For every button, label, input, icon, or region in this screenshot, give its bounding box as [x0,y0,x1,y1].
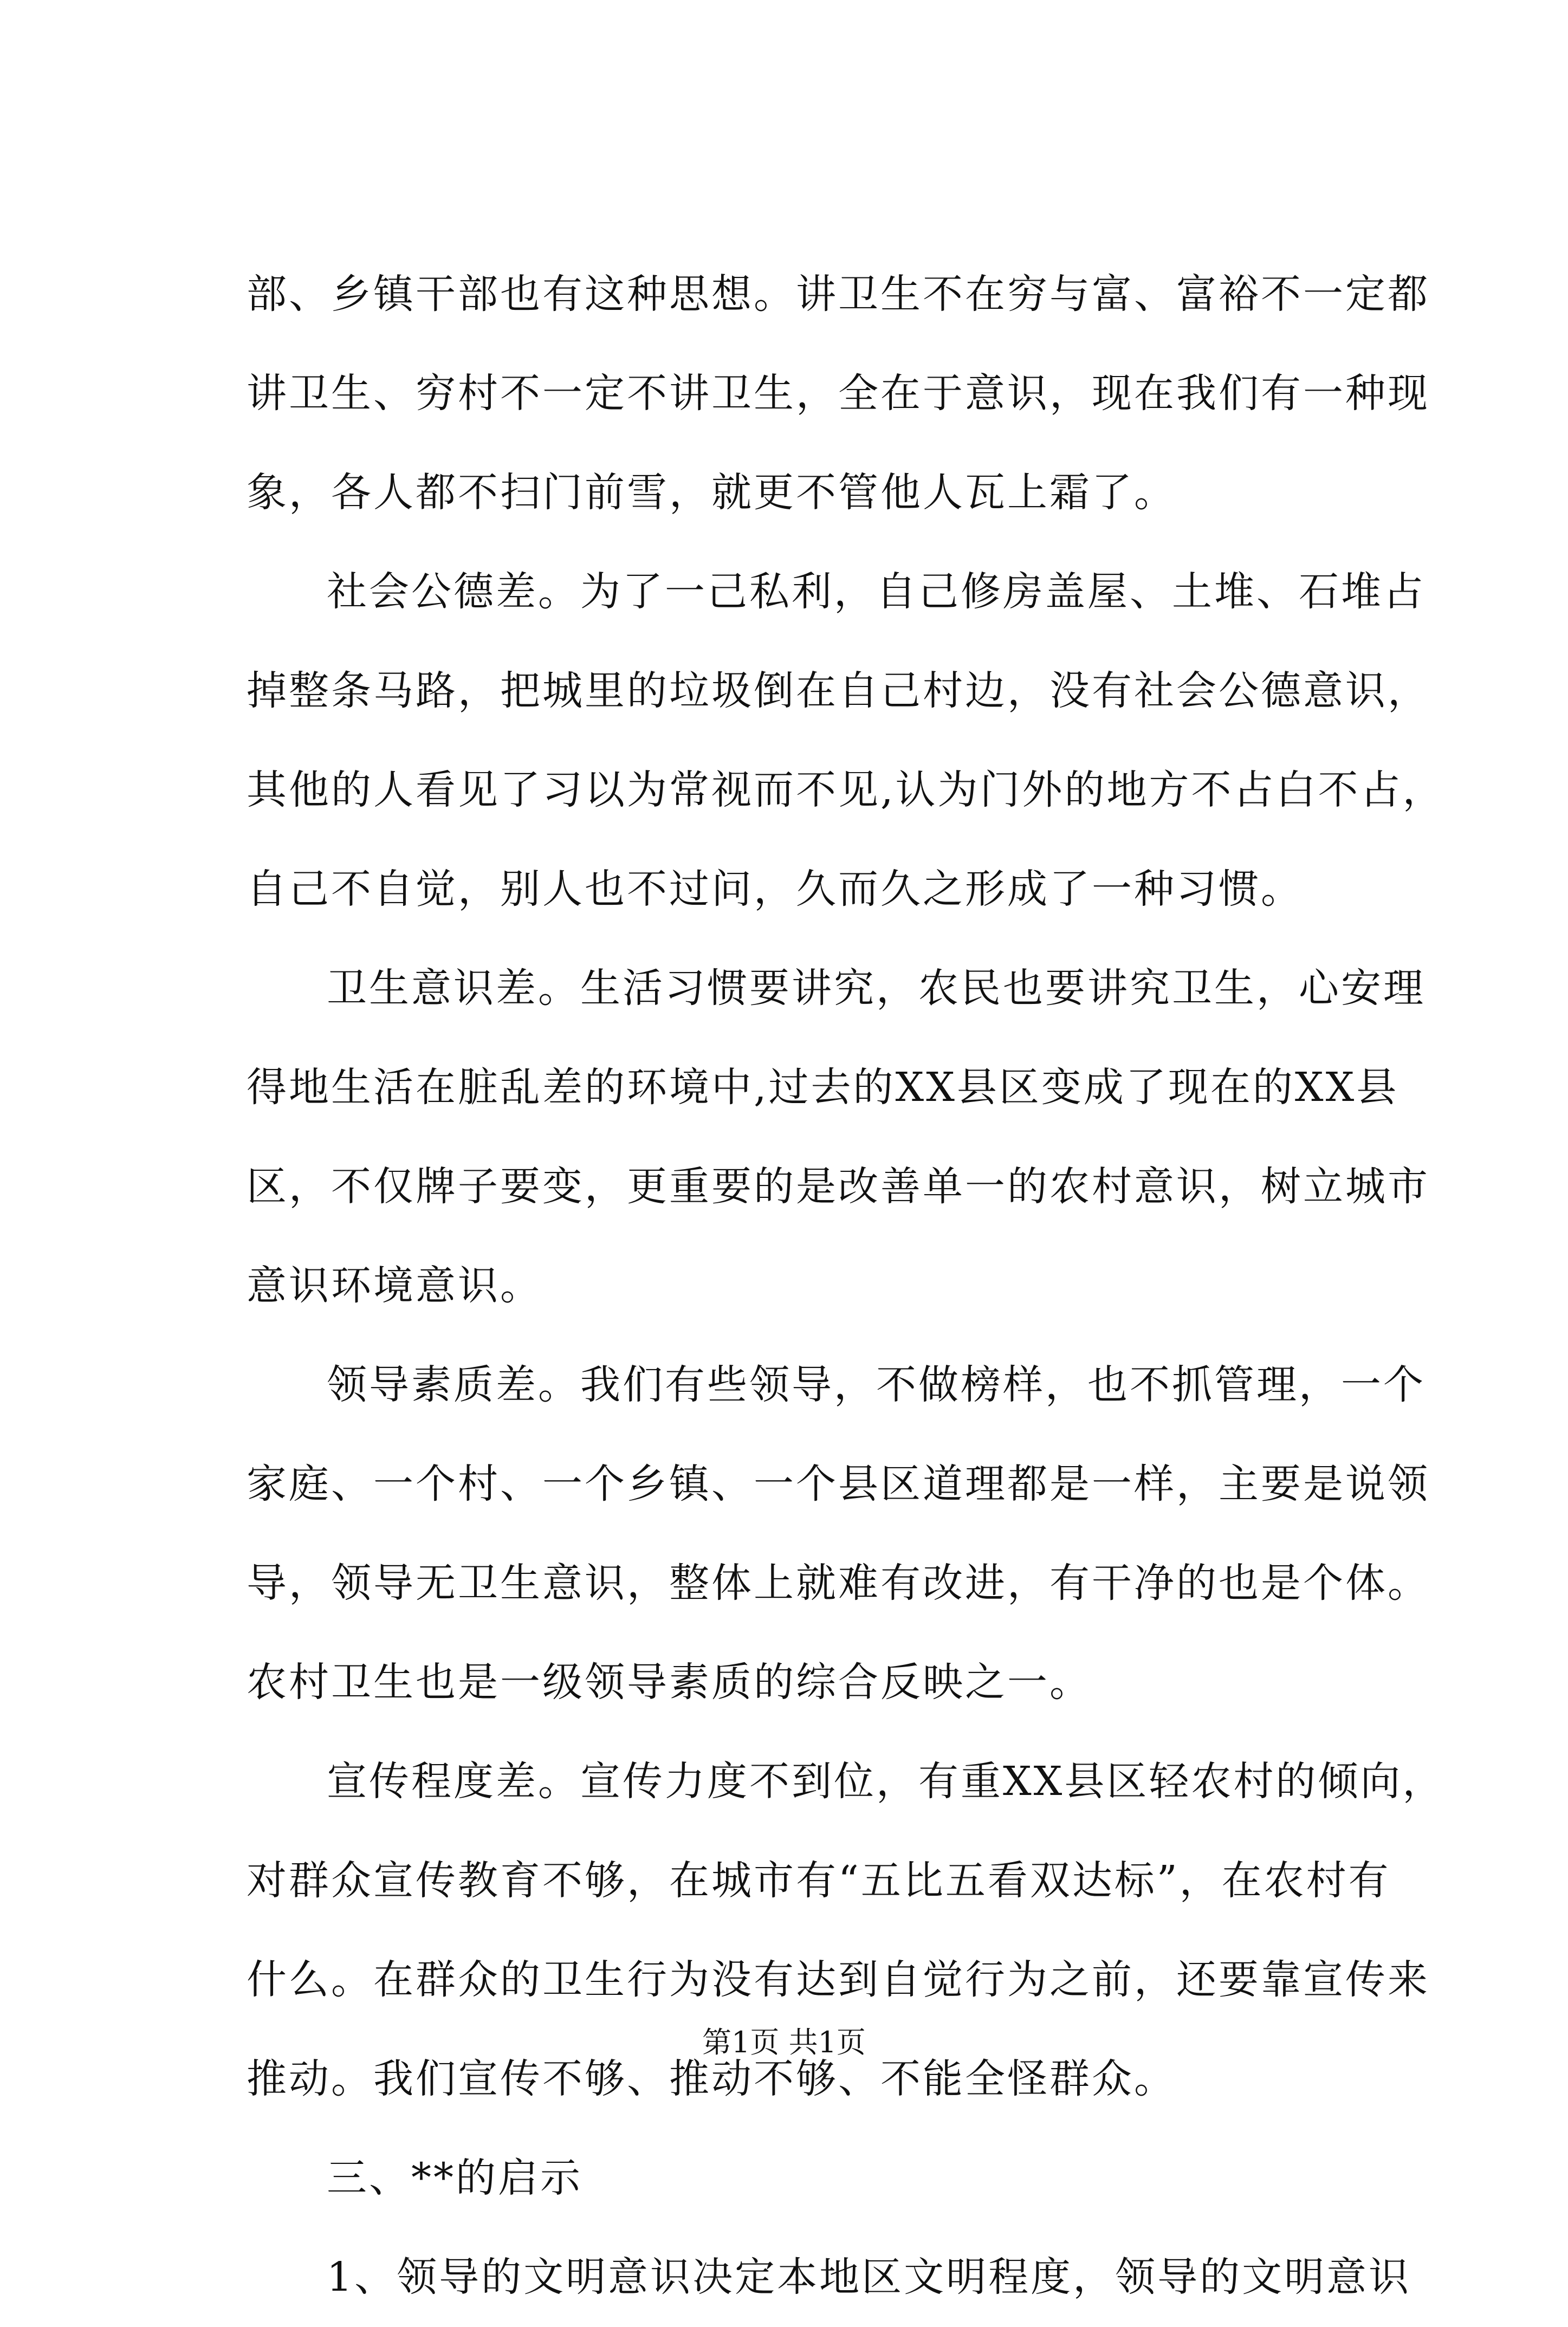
text-line: 农村卫生也是一级领导素质的综合反映之一。 [247,1659,1092,1706]
paragraph-start-line: 领导素质差。我们有些领导，不做榜样，也不抓管理，一个 [327,1362,1426,1408]
document-body [247,245,1445,2327]
text-line: 推动。我们宣传不够、推动不够、不能全怪群众。 [247,2056,1176,2102]
paragraph-start-line: 1、领导的文明意识决定本地区文明程度，领导的文明意识 [327,2254,1411,2300]
section-heading: 三、**的启示 [327,2155,582,2201]
text-line: 自己不自觉，别人也不过问，久而久之形成了一种习惯。 [247,866,1303,912]
text-line: 得地生活在脏乱差的环境中,过去的XX县区变成了现在的XX县 [247,1064,1399,1111]
text-line: 什么。在群众的卫生行为没有达到自觉行为之前，还要靠宣传来 [247,1956,1430,2003]
text-line: 讲卫生、穷村不一定不讲卫生，全在于意识，现在我们有一种现 [247,370,1430,417]
text-line: 部、乡镇干部也有这种思想。讲卫生不在穷与富、富裕不一定都 [247,271,1430,317]
paragraph-start-line: 卫生意识差。生活习惯要讲究，农民也要讲究卫生，心安理 [327,965,1426,1012]
paragraph-start-line: 宣传程度差。宣传力度不到位，有重XX县区轻农村的倾向， [327,1758,1445,1805]
text-line: 导，领导无卫生意识，整体上就难有改进，有干净的也是个体。 [247,1560,1430,1606]
text-line: 家庭、一个村、一个乡镇、一个县区道理都是一样，主要是说领 [247,1461,1430,1507]
page-footer: 第1页 共1页 [702,2025,866,2059]
text-line: 其他的人看见了习以为常视而不见,认为门外的地方不占白不占， [247,767,1445,813]
text-line: 意识环境意识。 [247,1262,542,1309]
paragraph-start-line: 社会公德差。为了一己私利，自己修房盖屋、土堆、石堆占 [327,568,1426,615]
text-line: 象，各人都不扫门前雪，就更不管他人瓦上霜了。 [247,469,1176,516]
text-line: 对群众宣传教育不够，在城市有“五比五看双达标”，在农村有 [247,1857,1391,1904]
text-line: 区，不仅牌子要变，更重要的是改善单一的农村意识，树立城市 [247,1163,1430,1210]
text-line: 掉整条马路，把城里的垃圾倒在自己村边，没有社会公德意识， [247,667,1430,714]
